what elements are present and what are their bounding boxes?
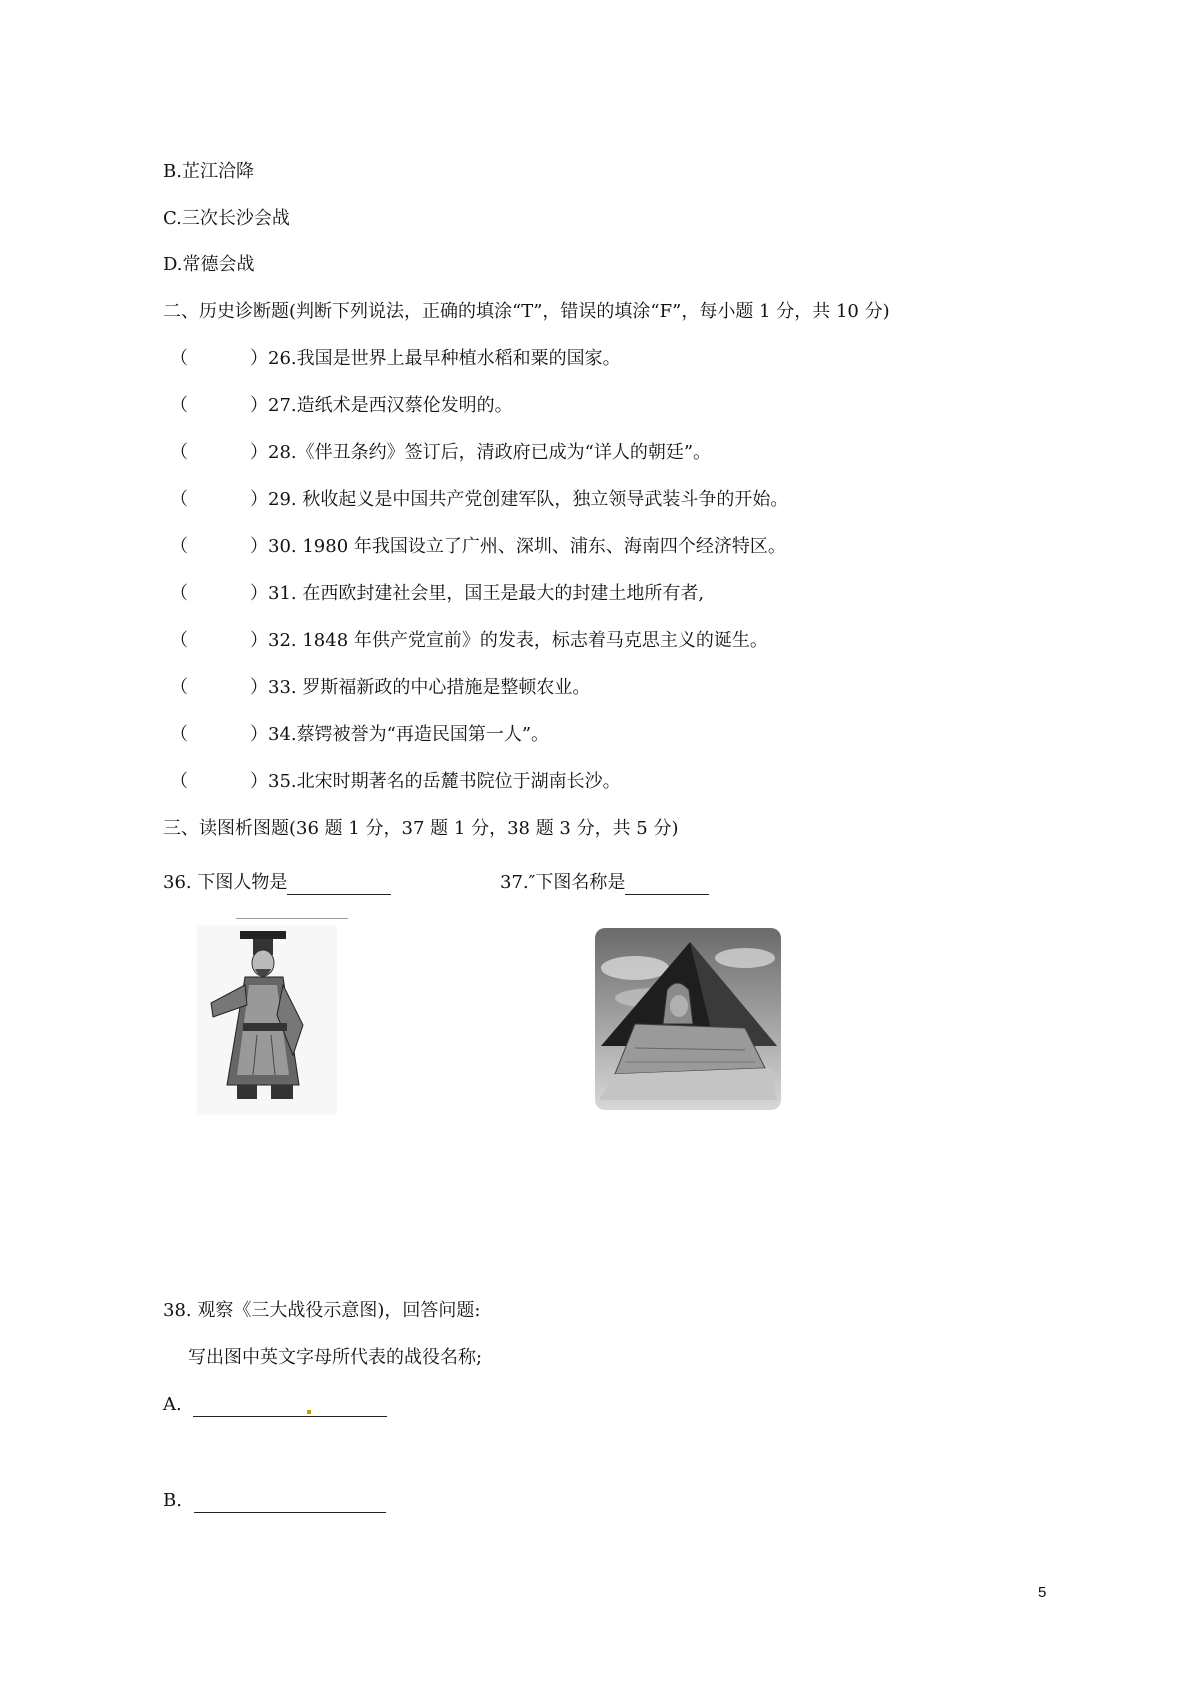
section3-heading: 三、读图析图题(36 题 1 分，37 题 1 分，38 题 3 分，共 5 分) bbox=[163, 818, 679, 839]
tf-item: （ ）28.《伴丑条约》签订后，清政府已成为“详人的朝廷”。 bbox=[170, 442, 712, 463]
answer-blank-a[interactable] bbox=[193, 1396, 387, 1417]
answer-a: A. bbox=[163, 1393, 387, 1417]
emperor-figure-image bbox=[197, 925, 337, 1115]
pyramid-sphinx-image bbox=[595, 928, 781, 1110]
section2-heading: 二、历史诊断题(判断下列说法，正确的填涂“T”，错误的填涂“F”，每小题 1 分，共 10 分) bbox=[163, 301, 890, 322]
option-c: C.三次长沙会战 bbox=[163, 208, 290, 229]
option-b: B.芷江洽降 bbox=[163, 161, 254, 182]
tf-item: （ ）27.造纸术是西汉蔡伦发明的。 bbox=[170, 395, 513, 416]
tf-item: （ ）32. 1848 年供产党宣前》的发表，标志着马克思主义的诞生。 bbox=[170, 630, 768, 651]
answer-blank-37[interactable] bbox=[625, 874, 709, 895]
page-number: 5 bbox=[1038, 1584, 1047, 1601]
question-38-subprompt: 写出图中英文字母所代表的战役名称; bbox=[188, 1347, 483, 1368]
tf-item: （ ）26.我国是世界上最早种植水稻和粟的国家。 bbox=[170, 348, 621, 369]
answer-blank-b[interactable] bbox=[194, 1492, 386, 1513]
tf-item: （ ）35.北宋时期著名的岳麓书院位于湖南长沙。 bbox=[170, 771, 621, 792]
question-36: 36. 下图人物是 bbox=[163, 871, 391, 895]
tf-item: （ ）33. 罗斯福新政的中心措施是整顿农业。 bbox=[170, 677, 591, 698]
dot-mark bbox=[307, 1410, 311, 1414]
tf-item: （ ）29. 秋收起义是中国共产党创建军队，独立领导武装斗争的开始。 bbox=[170, 489, 789, 510]
tf-item: （ ）30. 1980 年我国设立了广州、深圳、浦东、海南四个经济特区。 bbox=[170, 536, 786, 557]
divider bbox=[236, 918, 348, 919]
question-37: 37.″下图名称是 bbox=[500, 871, 709, 895]
tf-item: （ ）34.蔡锷被誉为“再造民国第一人”。 bbox=[170, 724, 550, 745]
option-d: D.常德会战 bbox=[163, 254, 255, 275]
tf-item: （ ）31. 在西欧封建社会里，国王是最大的封建土地所有者, bbox=[170, 583, 705, 604]
question-38: 38. 观察《三大战役示意图)，回答问题: bbox=[163, 1300, 481, 1321]
answer-blank-36[interactable] bbox=[287, 874, 391, 895]
answer-b: B. bbox=[163, 1489, 386, 1513]
